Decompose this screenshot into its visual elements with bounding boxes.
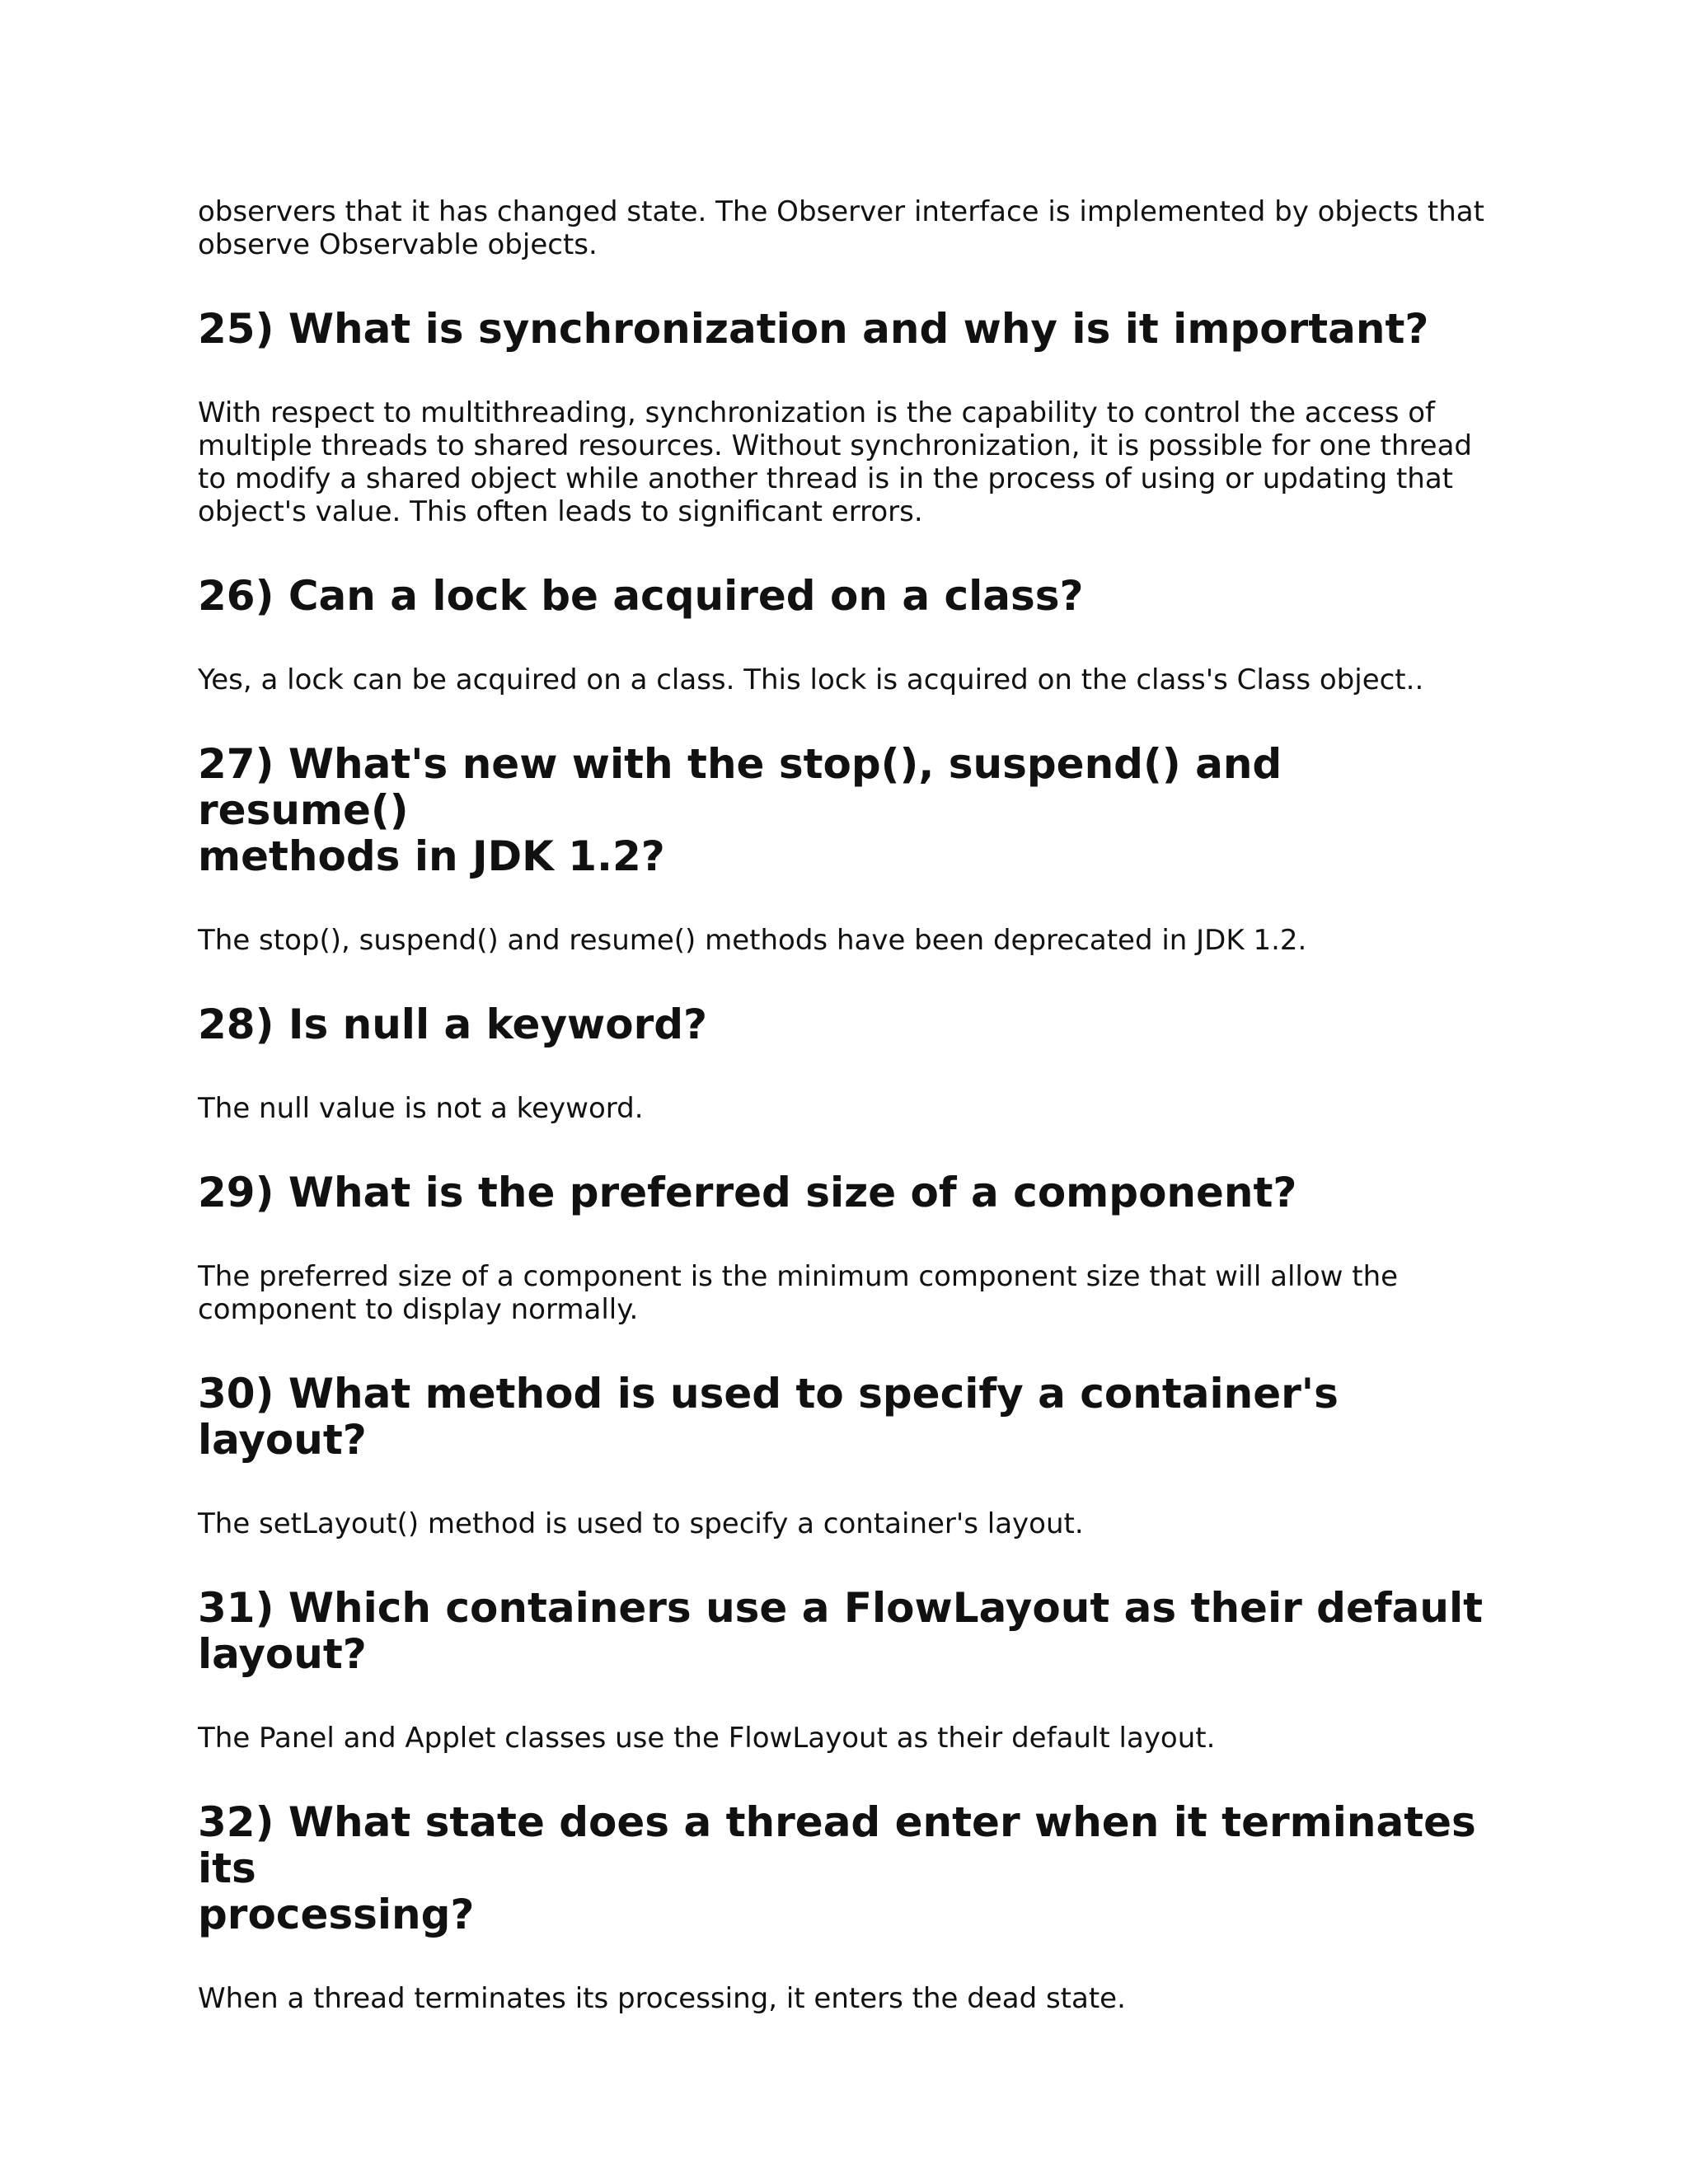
spacer bbox=[198, 957, 1500, 1001]
question-heading: 27) What's new with the stop(), suspend() and resume() methods in JDK 1.2? bbox=[198, 740, 1282, 880]
question-heading: 29) What is the preferred size of a component? bbox=[198, 1169, 1297, 1216]
question-heading: 31) Which containers use a FlowLayout as their default layout? bbox=[198, 1584, 1483, 1678]
spacer bbox=[198, 352, 1500, 396]
qa-item-28 bbox=[198, 1001, 1500, 1169]
answer-paragraph: The stop(), suspend() and resume() methods have been deprecated in JDK 1.2. bbox=[198, 924, 1307, 957]
document-page bbox=[198, 195, 1500, 2015]
qa-item-32 bbox=[198, 1799, 1500, 2015]
qa-item-25 bbox=[198, 306, 1500, 573]
answer-paragraph: The preferred size of a component is the minimum component size that will allow the component to display normally. bbox=[198, 1260, 1399, 1326]
answer-paragraph: Yes, a lock can be acquired on a class. This lock is acquired on the class's Class object.. bbox=[198, 663, 1424, 696]
spacer bbox=[198, 696, 1500, 741]
qa-item-31 bbox=[198, 1585, 1500, 1799]
answer-paragraph: The setLayout() method is used to specify a container's layout. bbox=[198, 1507, 1084, 1540]
spacer bbox=[198, 1326, 1500, 1371]
spacer bbox=[198, 1938, 1500, 1982]
spacer bbox=[198, 1047, 1500, 1092]
question-heading: 26) Can a lock be acquired on a class? bbox=[198, 572, 1084, 620]
spacer bbox=[198, 879, 1500, 924]
spacer bbox=[198, 1755, 1500, 1799]
qa-item-27 bbox=[198, 741, 1500, 1001]
intro-paragraph: observers that it has changed state. The Observer interface is implemented by objects that observe Observable objects. bbox=[198, 195, 1484, 261]
spacer bbox=[198, 528, 1500, 573]
answer-paragraph: When a thread terminates its processing, it enters the dead state. bbox=[198, 1982, 1126, 2015]
question-heading: 28) Is null a keyword? bbox=[198, 1001, 708, 1048]
qa-item-30 bbox=[198, 1371, 1500, 1585]
question-heading: 25) What is synchronization and why is it important? bbox=[198, 305, 1429, 353]
answer-paragraph: With respect to multithreading, synchronization is the capability to control the access of multiple threads to shared resources. Without synchronization, it is possible for one thread to modify a shared object while another thread is in the process of using or updating that object's value. This often leads to significant errors. bbox=[198, 396, 1472, 528]
spacer bbox=[198, 1125, 1500, 1169]
spacer bbox=[198, 261, 1500, 306]
question-heading: 30) What method is used to specify a container's layout? bbox=[198, 1370, 1353, 1464]
qa-item-26 bbox=[198, 573, 1500, 741]
spacer bbox=[198, 1463, 1500, 1507]
spacer bbox=[198, 1677, 1500, 1722]
spacer bbox=[198, 1216, 1500, 1260]
answer-paragraph: The null value is not a keyword. bbox=[198, 1092, 644, 1125]
answer-paragraph: The Panel and Applet classes use the FlowLayout as their default layout. bbox=[198, 1722, 1216, 1755]
qa-item-29 bbox=[198, 1169, 1500, 1371]
spacer bbox=[198, 619, 1500, 663]
spacer bbox=[198, 1540, 1500, 1585]
question-heading: 32) What state does a thread enter when it terminates its processing? bbox=[198, 1798, 1476, 1938]
